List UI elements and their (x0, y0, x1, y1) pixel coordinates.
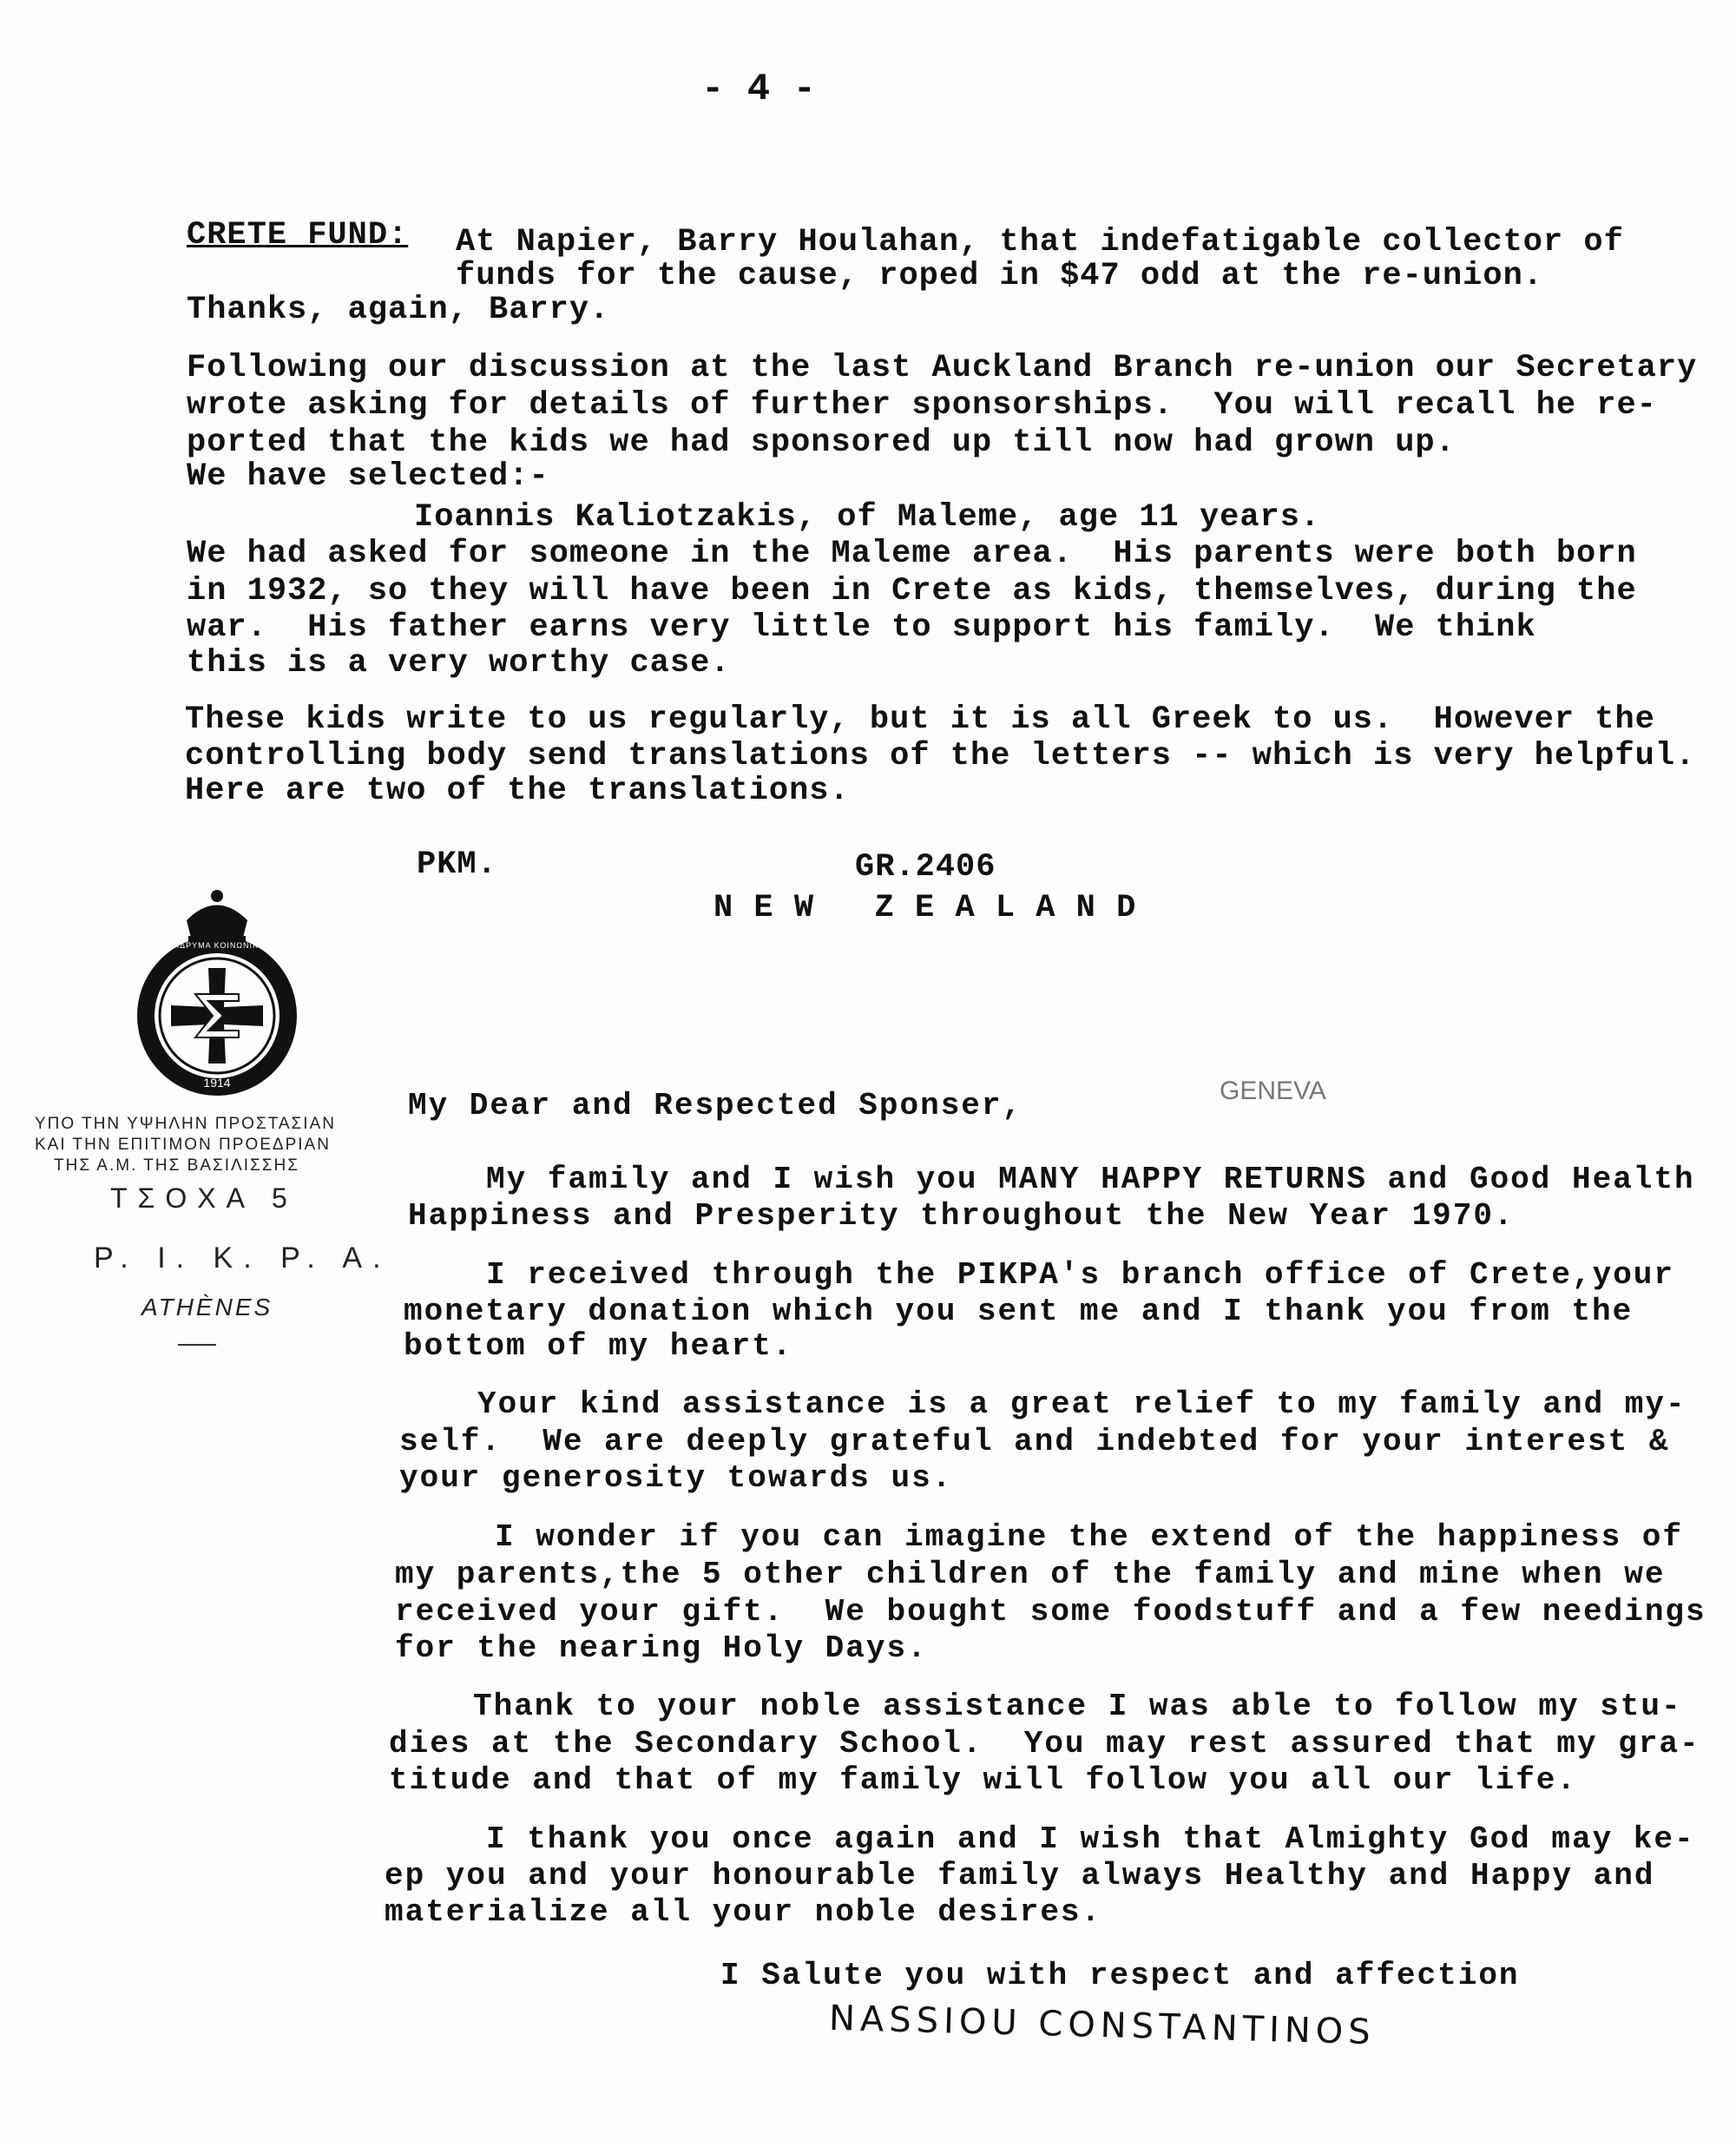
para2-line-6: We had asked for someone in the Maleme area. His parents were both born (187, 536, 1637, 572)
pikpa-emblem-icon (112, 886, 322, 1103)
para3-line-3: Here are two of the translations. (185, 773, 850, 809)
letter-line-17: ep you and your honourable family always Healthy and Happy and (385, 1858, 1655, 1893)
crete-fund-line-1: At Napier, Barry Houlahan, that indefatigable collector of (456, 224, 1624, 260)
letter-line-14: dies at the Secondary School. You may rest assured that my gra- (389, 1726, 1700, 1762)
para2-line-9: this is a very worthy case. (187, 645, 731, 682)
patron-line-3: ΤΗΣ Α.Μ. ΤΗΣ ΒΑΣΙΛΙΣΣΗΣ (54, 1156, 299, 1175)
letter-line-3: I received through the PIKPA's branch office of Crete,your (486, 1257, 1675, 1293)
letter-line-11: received your gift. We bought some foodstuff and a few needings (395, 1594, 1706, 1630)
letter-salutation: My Dear and Respected Sponser, (408, 1088, 1023, 1123)
letter-line-2: Happiness and Presperity throughout the New Year 1970. (408, 1198, 1515, 1234)
crete-fund-line-2: funds for the cause, roped in $47 odd at the re-union. (456, 258, 1543, 294)
letter-line-8: your generosity towards us. (399, 1460, 953, 1496)
selected-child: Ioannis Kaliotzakis, of Maleme, age 11 years. (414, 499, 1321, 536)
letter-line-18: materialize all your noble desires. (385, 1894, 1102, 1930)
para2-line-2: wrote asking for details of further sponsorships. You will recall he re- (187, 387, 1657, 424)
para3-line-2: controlling body send translations of the letters -- which is very helpful. (185, 738, 1696, 774)
sidebar-divider (178, 1344, 216, 1346)
para2-line-1: Following our discussion at the last Auckland Branch re-union our Secretary (187, 350, 1698, 386)
letter-closing: I Salute you with respect and affection (720, 1958, 1520, 1993)
page-number: - 4 - (701, 68, 817, 111)
crete-fund-line-3: Thanks, again, Barry. (187, 292, 610, 328)
para2-line-8: war. His father earns very little to support his family. We think (187, 609, 1536, 646)
letter-line-13: Thank to your noble assistance I was able to follow my stu- (473, 1689, 1682, 1724)
letter-line-15: titude and that of my family will follow you all our life. (389, 1762, 1578, 1798)
letter-line-16: I thank you once again and I wish that Almighty God may ke- (486, 1821, 1695, 1857)
letter-line-5: bottom of my heart. (404, 1328, 793, 1364)
sidebar-org: P. I. K. P. A. (94, 1241, 391, 1274)
letter-line-1: My family and I wish you MANY HAPPY RETURNS and Good Health (486, 1162, 1695, 1197)
para3-line-1: These kids write to us regularly, but it is all Greek to us. However the (185, 701, 1655, 738)
emblem-ring-text: ΠΑΤΡΙΩΤΙΚΟΝ ΙΔΡΥΜΑ ΚΟΙΝΩΝΙΚΗΣ ΠΡΟΝΟΙΑΣ (112, 941, 322, 950)
letter-line-10: my parents,the 5 other children of the family and mine when we (395, 1557, 1666, 1592)
letter-code: GR.2406 (855, 849, 996, 886)
letter-country: N E W Z E A L A N D (713, 890, 1137, 926)
sidebar-code: ΤΣΟΧΑ 5 (110, 1182, 298, 1214)
para2-line-3: ported that the kids we had sponsored up till now had grown up. (187, 425, 1456, 461)
para2-line-7: in 1932, so they will have been in Crete as kids, themselves, during the (187, 573, 1637, 609)
geneva-stamp: GENEVA (1220, 1077, 1326, 1105)
sidebar-city: ATHÈNES (141, 1294, 273, 1320)
patron-line-1: ΥΠΟ ΤΗΝ ΥΨΗΛΗΝ ΠΡΟΣΤΑΣΙΑΝ (35, 1115, 336, 1133)
signature: NASSIOU CONSTANTINOS (828, 1998, 1377, 2053)
patron-line-2: ΚΑΙ ΤΗΝ ΕΠΙΤΙΜΟΝ ΠΡΟΕΔΡΙΑΝ (35, 1136, 331, 1154)
letter-line-4: monetary donation which you sent me and I thank you from the (404, 1294, 1634, 1329)
emblem-year: 1914 (203, 1076, 231, 1090)
letter-line-7: self. We are deeply grateful and indebted for your interest & (399, 1424, 1670, 1459)
para2-line-4: We have selected:- (187, 458, 549, 495)
letter-line-12: for the nearing Holy Days. (395, 1630, 928, 1666)
letter-ref: PKM. (417, 846, 497, 883)
letter-line-6: Your kind assistance is a great relief to my family and my- (477, 1386, 1687, 1422)
crete-fund-label: CRETE FUND: (187, 217, 409, 254)
letter-line-9: I wonder if you can imagine the extend of the happiness of (495, 1519, 1684, 1555)
